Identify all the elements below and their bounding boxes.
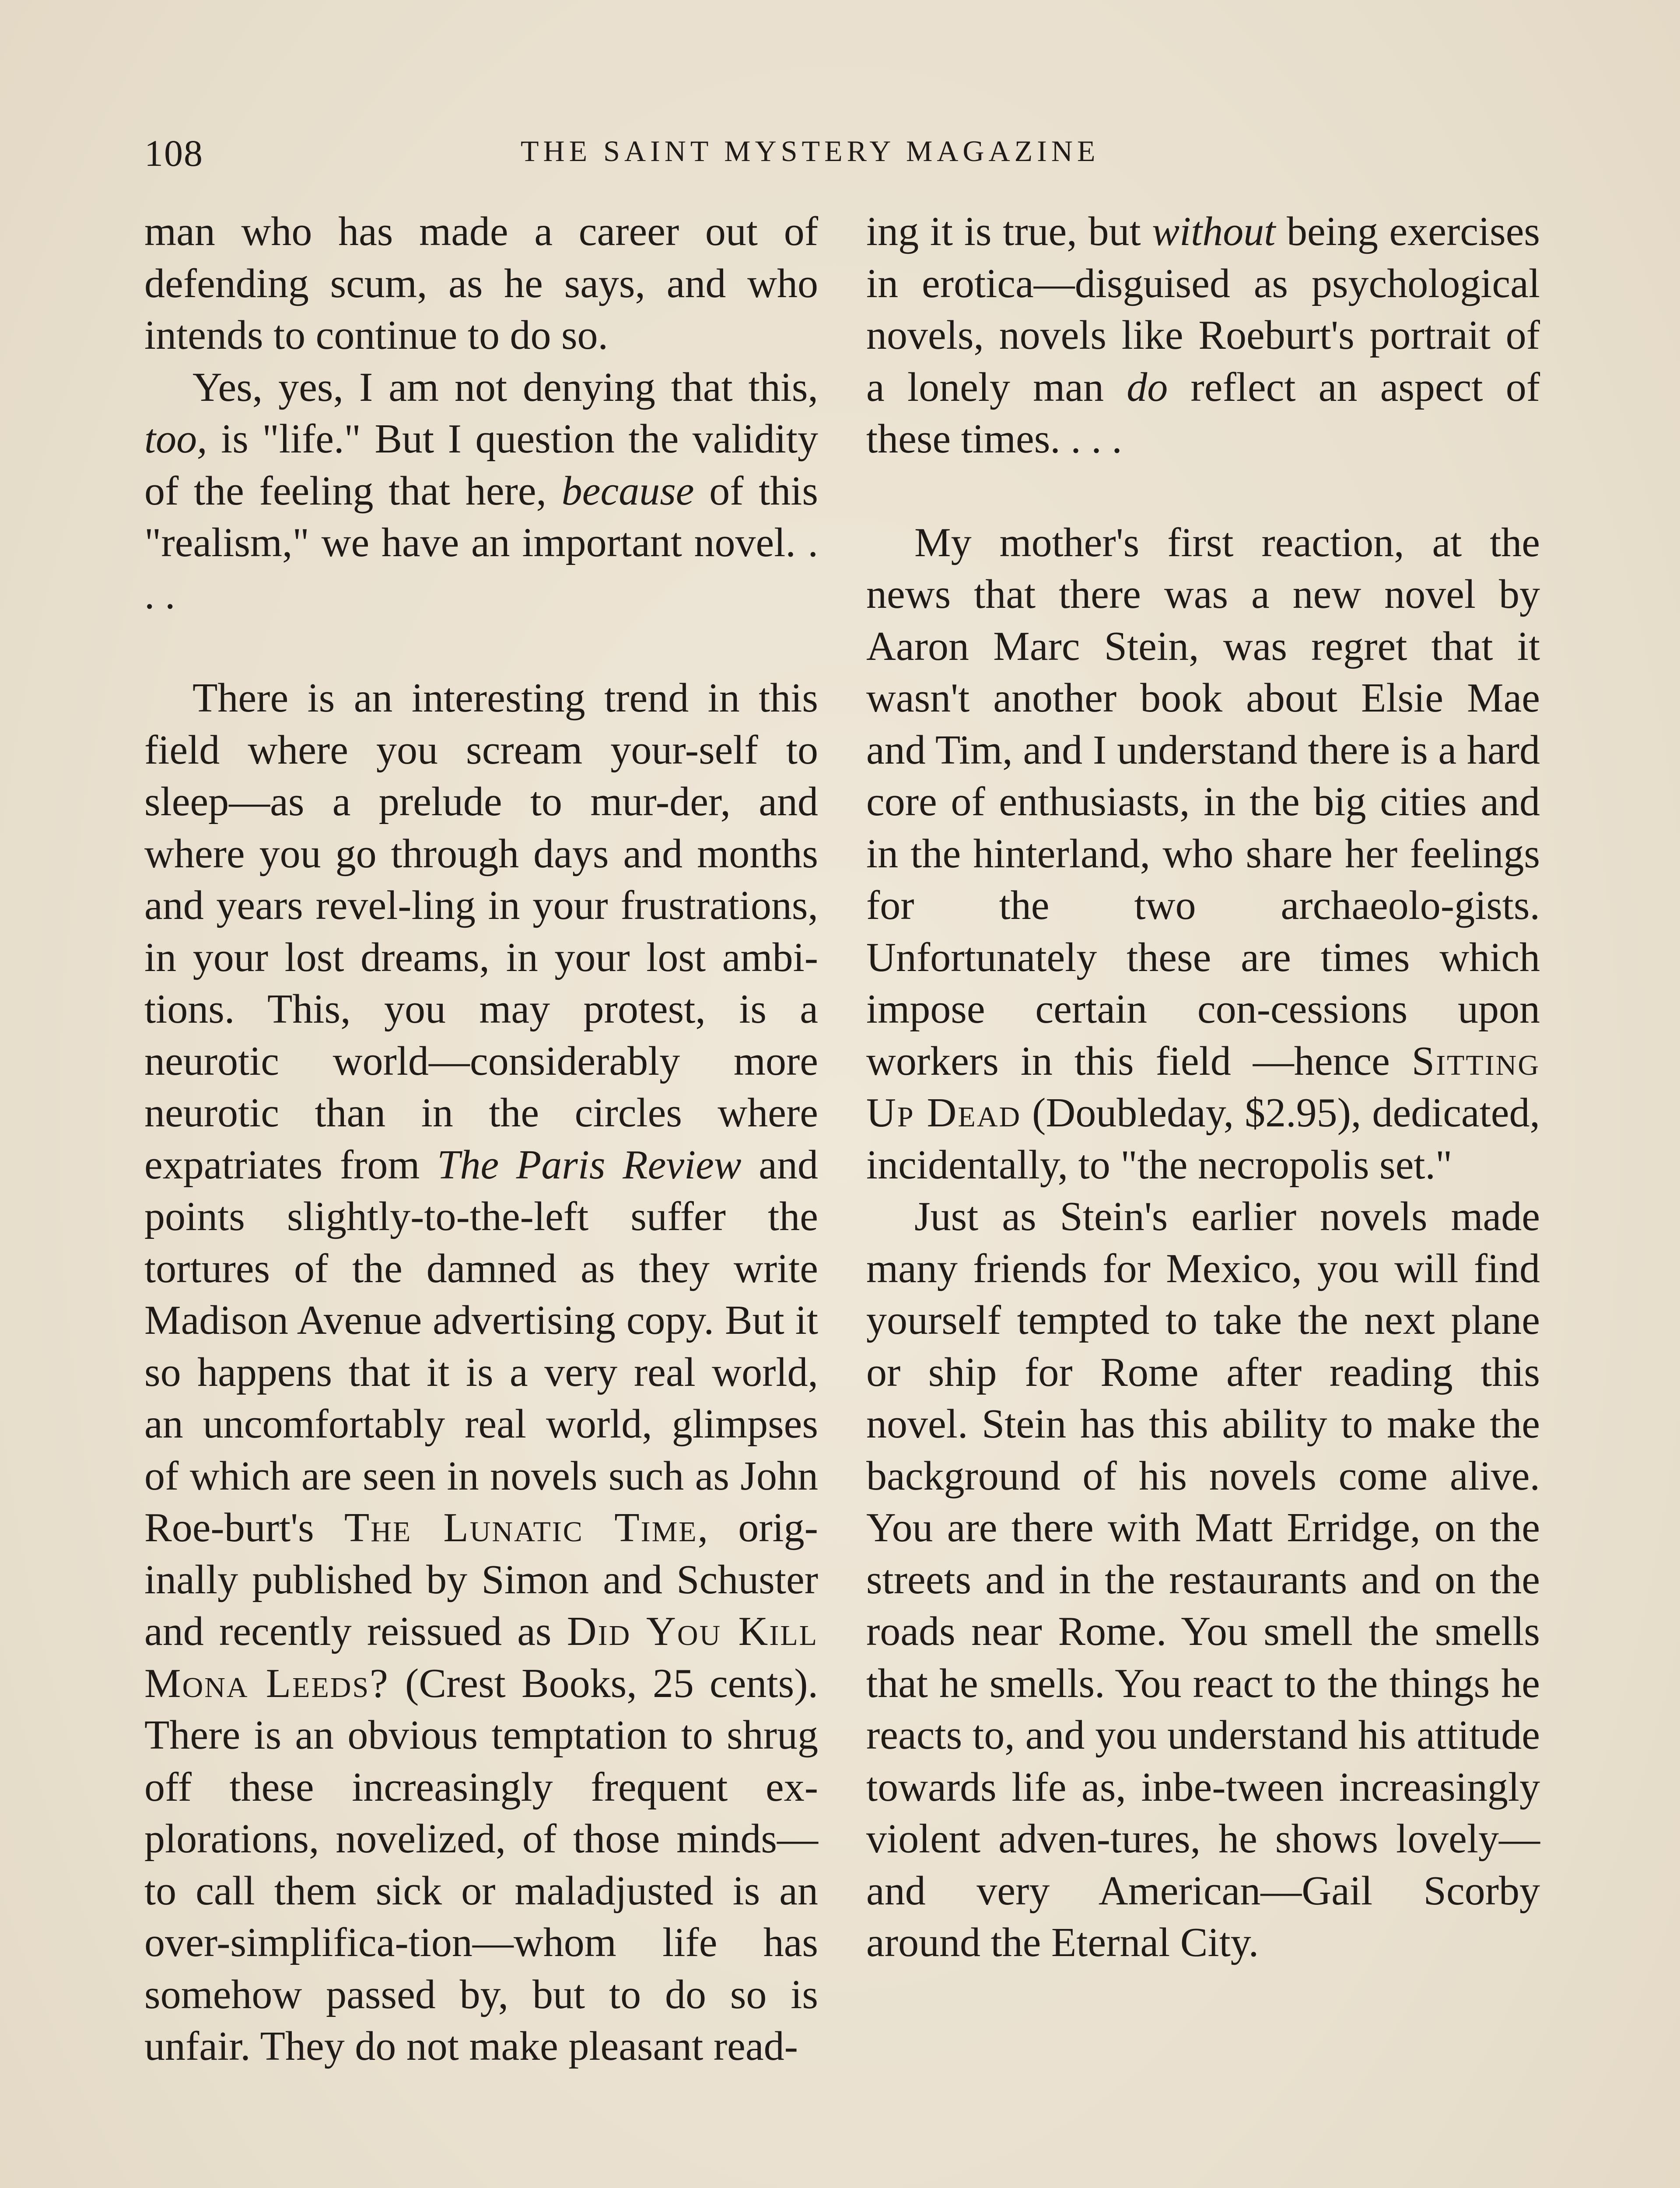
paragraph-continued: man who has made a career out of defending scum, as he says, and who intends to continue to do so. — [144, 209, 818, 358]
book-title: Sitting Up Dead — [866, 1038, 1540, 1136]
paragraph: My mother's first reaction, at the news that there was a new novel by Aaron Marc Stein, was regret that it wasn't another book about Elsie Mae and Tim, and I understand there is a hard core of enthusiasts, in the big cities and in the hinterland, who share her feelings for the two archaeolo-gists. Unfortunately these are times which impose certain con-cessions upon workers in this field —hence Sitting Up Dead (Doubleday, $2.95), dedicated, incidentally, to "the necropolis set." — [866, 519, 1540, 1188]
magazine-title: THE SAINT MYSTERY MAGAZINE — [521, 134, 1100, 168]
section-break — [144, 621, 818, 672]
right-column — [866, 206, 1540, 1969]
journal-title: The Paris Review — [437, 1142, 742, 1188]
paragraph: Just as Stein's earlier novels made many friends for Mexico, you will find yourself tempted to take the next plane or ship for Rome after reading this novel. Stein has this ability to make the background of his novels come alive. You are there with Matt Erridge, on the streets and in the restaurants and on the roads near Rome. You smell the smells that he smells. You react to the things he reacts to, and you understand his attitude towards life as, inbe-tween increasingly violent adven-tures, he shows lovely—and very American—Gail Scorby around the Eternal City. — [866, 1194, 1540, 1965]
italic-emphasis: too, — [144, 416, 207, 462]
left-column — [144, 206, 818, 2072]
section-break — [866, 465, 1540, 517]
italic-emphasis: because — [561, 468, 694, 514]
paragraph: Yes, yes, I am not denying that this, too, is "life." But I question the validity of the feeling that here, because of this "realism," we have an important novel. . . . — [144, 364, 818, 617]
book-title: Did You Kill Mona Leeds? — [144, 1609, 818, 1706]
paragraph-continued: ing it is true, but without being exercises in erotica—disguised as psychological novels, novels like Roeburt's portrait of a lonely man do reflect an aspect of these times. . . . — [866, 209, 1540, 462]
paragraph: There is an interesting trend in this field where you scream your-self to sleep—as a prelude to mur-der, and where you go through days and months and years revel-ling in your frustrations, in your lost dreams, in your lost ambi-tions. This, you may protest, is a neurotic world—considerably more neurotic than in the circles where expatriates from The Paris Review and points slightly-to-the-left suffer the tortures of the damned as they write Madison Avenue advertising copy. But it so happens that it is a very real world, an uncomfortably real world, glimpses of which are seen in novels such as John Roe-burt's The Lunatic Time, orig-inally published by Simon and Schuster and recently reissued as Did You Kill Mona Leeds? (Crest Books, 25 cents). There is an obvious temptation to shrug off these increasingly frequent ex-plorations, novelized, of those minds—to call them sick or maladjusted is an over-simplifica-tion—whom life has somehow passed by, but to do so is unfair. They do not make pleasant read- — [144, 675, 818, 2069]
page-number: 108 — [144, 132, 203, 174]
book-title: The Lunatic Time — [344, 1505, 698, 1550]
italic-emphasis: without — [1152, 209, 1276, 254]
italic-emphasis: do — [1127, 364, 1168, 410]
running-head — [144, 131, 1536, 179]
